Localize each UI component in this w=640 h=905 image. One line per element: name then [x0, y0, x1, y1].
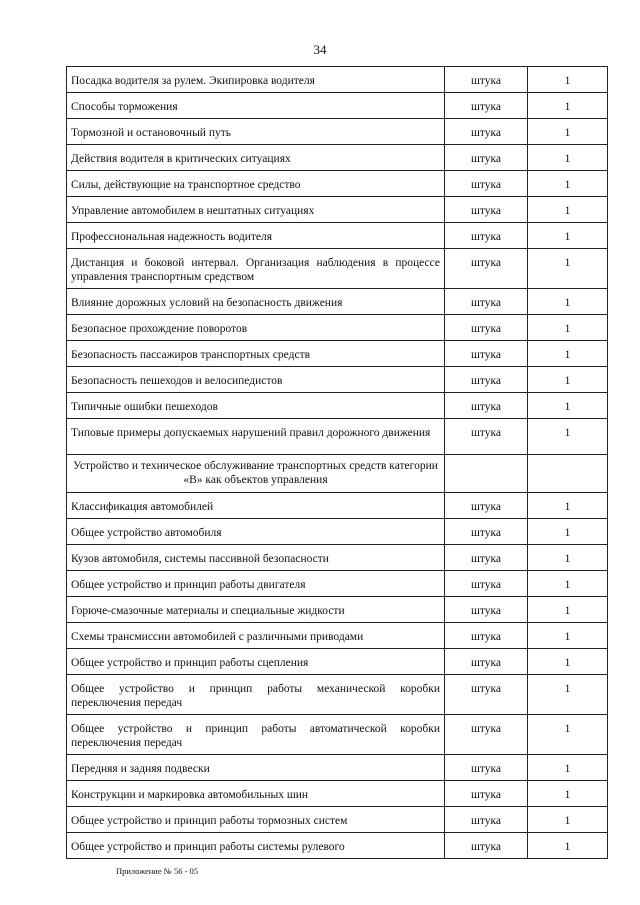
table-row	[67, 315, 608, 341]
item-unit: штука	[445, 119, 528, 145]
item-name: Схемы трансмиссии автомобилей с различными приводами	[67, 623, 445, 649]
item-quantity: 1	[528, 715, 608, 755]
item-quantity: 1	[528, 223, 608, 249]
item-unit: штука	[445, 781, 528, 807]
item-quantity: 1	[528, 93, 608, 119]
item-name: Общее устройство автомобиля	[67, 519, 445, 545]
table-row	[67, 223, 608, 249]
table-row	[67, 367, 608, 393]
item-unit: штука	[445, 649, 528, 675]
item-unit: штука	[445, 519, 528, 545]
item-name: Безопасность пассажиров транспортных средств	[67, 341, 445, 367]
table-row	[67, 249, 608, 289]
table-row	[67, 755, 608, 781]
table-row	[67, 571, 608, 597]
table-row	[67, 171, 608, 197]
item-name: Общее устройство и принцип работы системы рулевого	[67, 833, 445, 859]
table-row	[67, 197, 608, 223]
item-unit: штука	[445, 289, 528, 315]
item-quantity: 1	[528, 393, 608, 419]
item-quantity: 1	[528, 289, 608, 315]
item-name: Общее устройство и принцип работы автоматической коробки переключения передач	[67, 715, 445, 755]
item-quantity: 1	[528, 833, 608, 859]
item-unit: штука	[445, 597, 528, 623]
item-name: Безопасность пешеходов и велосипедистов	[67, 367, 445, 393]
table-row	[67, 597, 608, 623]
item-name: Общее устройство и принцип работы двигателя	[67, 571, 445, 597]
item-unit: штука	[445, 545, 528, 571]
table-row	[67, 119, 608, 145]
equipment-table	[66, 66, 608, 859]
item-name: Кузов автомобиля, системы пассивной безопасности	[67, 545, 445, 571]
item-unit: штука	[445, 249, 528, 289]
table-row	[67, 833, 608, 859]
table-row	[67, 807, 608, 833]
item-unit: штука	[445, 807, 528, 833]
item-quantity: 1	[528, 623, 608, 649]
table-row	[67, 675, 608, 715]
table-row	[67, 649, 608, 675]
item-unit: штука	[445, 623, 528, 649]
item-unit: штука	[445, 715, 528, 755]
item-quantity: 1	[528, 197, 608, 223]
item-unit: штука	[445, 223, 528, 249]
item-quantity: 1	[528, 781, 608, 807]
table-row	[67, 519, 608, 545]
item-unit: штука	[445, 341, 528, 367]
item-unit	[445, 455, 528, 493]
item-name: Горюче-смазочные материалы и специальные жидкости	[67, 597, 445, 623]
item-unit: штука	[445, 197, 528, 223]
item-quantity: 1	[528, 249, 608, 289]
table-row	[67, 289, 608, 315]
item-quantity: 1	[528, 419, 608, 455]
item-unit: штука	[445, 67, 528, 93]
item-quantity	[528, 455, 608, 493]
table-row	[67, 419, 608, 455]
section-title: Устройство и техническое обслуживание транспортных средств категории «В» как объектов управления	[67, 455, 445, 493]
item-name: Действия водителя в критических ситуациях	[67, 145, 445, 171]
item-name: Типичные ошибки пешеходов	[67, 393, 445, 419]
item-name: Конструкции и маркировка автомобильных шин	[67, 781, 445, 807]
page-number: 34	[313, 42, 327, 57]
item-unit: штука	[445, 419, 528, 455]
item-unit: штука	[445, 171, 528, 197]
item-quantity: 1	[528, 171, 608, 197]
item-quantity: 1	[528, 755, 608, 781]
item-name: Дистанция и боковой интервал. Организация наблюдения в процессе управления транспортным средством	[67, 249, 445, 289]
item-name: Тормозной и остановочный путь	[67, 119, 445, 145]
item-unit: штука	[445, 393, 528, 419]
item-quantity: 1	[528, 545, 608, 571]
item-name: Влияние дорожных условий на безопасность движения	[67, 289, 445, 315]
item-name: Профессиональная надежность водителя	[67, 223, 445, 249]
item-name: Общее устройство и принцип работы сцепления	[67, 649, 445, 675]
item-quantity: 1	[528, 807, 608, 833]
table-row	[67, 493, 608, 519]
item-unit: штука	[445, 833, 528, 859]
item-unit: штука	[445, 675, 528, 715]
item-unit: штука	[445, 315, 528, 341]
table-body	[67, 67, 608, 859]
item-name: Общее устройство и принцип работы тормозных систем	[67, 807, 445, 833]
item-quantity: 1	[528, 67, 608, 93]
item-quantity: 1	[528, 519, 608, 545]
item-quantity: 1	[528, 597, 608, 623]
item-unit: штука	[445, 755, 528, 781]
item-quantity: 1	[528, 367, 608, 393]
section-header-row	[67, 455, 608, 493]
table-row	[67, 341, 608, 367]
item-name: Безопасное прохождение поворотов	[67, 315, 445, 341]
item-name: Способы торможения	[67, 93, 445, 119]
item-quantity: 1	[528, 675, 608, 715]
item-unit: штука	[445, 145, 528, 171]
table-row	[67, 545, 608, 571]
table-row	[67, 93, 608, 119]
item-unit: штука	[445, 493, 528, 519]
item-quantity: 1	[528, 119, 608, 145]
item-unit: штука	[445, 93, 528, 119]
item-quantity: 1	[528, 571, 608, 597]
table-row	[67, 67, 608, 93]
item-quantity: 1	[528, 649, 608, 675]
item-quantity: 1	[528, 341, 608, 367]
item-quantity: 1	[528, 145, 608, 171]
table-row	[67, 623, 608, 649]
item-name: Классификация автомобилей	[67, 493, 445, 519]
item-unit: штука	[445, 367, 528, 393]
item-unit: штука	[445, 571, 528, 597]
table-row	[67, 393, 608, 419]
table-row	[67, 715, 608, 755]
table-row	[67, 145, 608, 171]
item-name: Типовые примеры допускаемых нарушений правил дорожного движения	[67, 419, 445, 455]
item-quantity: 1	[528, 493, 608, 519]
item-name: Общее устройство и принцип работы механической коробки переключения передач	[67, 675, 445, 715]
table-row	[67, 781, 608, 807]
item-quantity: 1	[528, 315, 608, 341]
item-name: Управление автомобилем в нештатных ситуациях	[67, 197, 445, 223]
footer-appendix: Приложение № 56 - 05	[116, 866, 199, 876]
item-name: Посадка водителя за рулем. Экипировка водителя	[67, 67, 445, 93]
item-name: Силы, действующие на транспортное средство	[67, 171, 445, 197]
item-name: Передняя и задняя подвески	[67, 755, 445, 781]
